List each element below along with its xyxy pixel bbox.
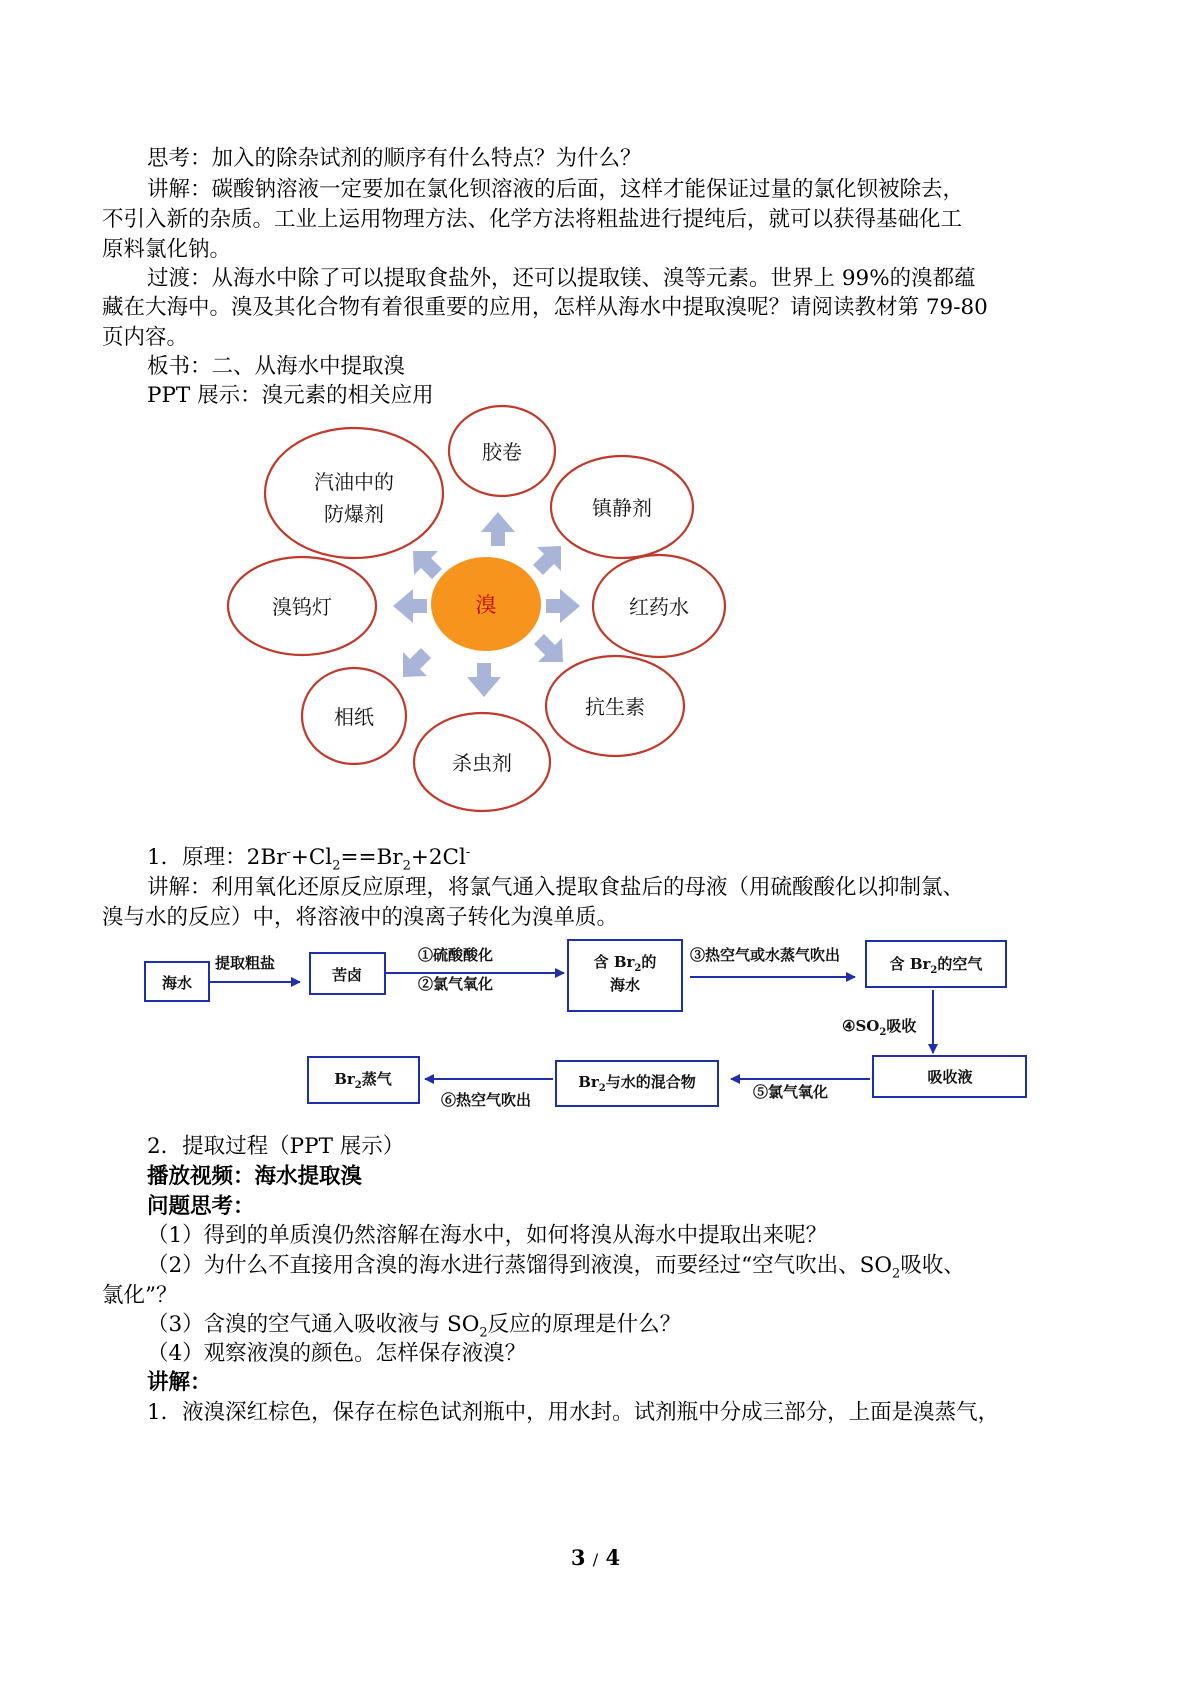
- flow-step-3: ③热空气或水蒸气吹出: [690, 946, 841, 964]
- flow-br-air-label: 含 $Br_2$的空气: [889, 955, 983, 976]
- transition-line-3: 页内容。: [102, 325, 189, 350]
- question-2-line-1: （2）为什么不直接用含溴的海水进行蒸馏得到液溴，而要经过“空气吹出、$SO_2$吸收、: [147, 1253, 965, 1282]
- flow-seawater-label: 海水: [161, 974, 193, 992]
- question-1: （1）得到的单质溴仍然溶解在海水中，如何将溴从海水中提取出来呢？: [147, 1223, 828, 1248]
- video-line: 播放视频：海水提取溴: [147, 1164, 363, 1189]
- board-line: 板书：二、从海水中提取溴: [147, 354, 406, 379]
- app-photo-paper-label: 相纸: [334, 705, 374, 729]
- flow-br-mix-label: $Br_2$与水的混合物: [578, 1073, 696, 1094]
- question-3: （3）含溴的空气通入吸收液与 $SO_2$反应的原理是什么？: [147, 1312, 682, 1341]
- flow-step-extract-salt: 提取粗盐: [215, 954, 276, 972]
- app-insecticide-label: 杀虫剂: [452, 751, 512, 775]
- explain3-line-1: 1．液溴深红棕色，保存在棕色试剂瓶中，用水封。试剂瓶中分成三部分，上面是溴蒸气，: [147, 1400, 1000, 1425]
- app-mercurochrome-label: 红药水: [629, 595, 689, 619]
- flow-br-vapor-label: $Br_2$蒸气: [334, 1070, 392, 1091]
- flow-step-4: $④SO_2$吸收: [842, 1017, 917, 1038]
- principle-line: 1．原理：$2Br^-+Cl_2==Br_2+2Cl^-$: [147, 844, 471, 874]
- page-number: 3 / 4: [570, 1545, 621, 1570]
- app-antibiotic-label: 抗生素: [585, 695, 645, 719]
- center-bromine-label: 溴: [475, 593, 497, 617]
- app-film-label: 胶卷: [482, 440, 522, 464]
- transition-line-1: 过渡：从海水中除了可以提取食盐外，还可以提取镁、溴等元素。世界上 99%的溴都蕴: [147, 266, 976, 291]
- question-title: 问题思考：: [147, 1194, 255, 1219]
- flow-bittern-label: 苦卤: [331, 966, 363, 984]
- explain-line-2: 不引入新的杂质。工业上运用物理方法、化学方法将粗盐进行提纯后，就可以获得基础化工: [102, 207, 963, 232]
- app-antiknock-label-2: 防爆剂: [324, 502, 384, 526]
- process-line: 2．提取过程（PPT 展示）: [147, 1134, 405, 1159]
- flow-step-6: ⑥热空气吹出: [441, 1091, 532, 1109]
- transition-line-2: 藏在大海中。溴及其化合物有着很重要的应用，怎样从海水中提取溴呢？请阅读教材第 79-80: [102, 295, 988, 320]
- flow-absorb-label: 吸收液: [927, 1068, 973, 1086]
- app-antiknock-label-1: 汽油中的: [314, 470, 394, 494]
- box-br-air: [866, 941, 1006, 987]
- flow-step-1: ①硫酸酸化: [418, 946, 494, 964]
- explain-line-1: 讲解：碳酸钠溶液一定要加在氯化钡溶液的后面，这样才能保证过量的氯化钡被除去，: [147, 177, 965, 202]
- ppt-line: PPT 展示：溴元素的相关应用: [147, 383, 434, 408]
- think-line: 思考：加入的除杂试剂的顺序有什么特点？为什么？: [147, 146, 642, 171]
- flow-br-seawater-label-1: 含 $Br_2$的: [593, 953, 657, 974]
- explain3-title: 讲解：: [147, 1370, 212, 1395]
- flow-step-2: ②氯气氧化: [418, 975, 494, 993]
- explain2-line-2: 溴与水的反应）中，将溶液中的溴离子转化为溴单质。: [102, 905, 619, 930]
- explain-line-3: 原料氯化钠。: [102, 237, 232, 262]
- app-lamp-label: 溴钨灯: [272, 595, 332, 619]
- question-2-line-2: 氯化”？: [102, 1283, 178, 1308]
- question-4: （4）观察液溴的颜色。怎样保存液溴？: [147, 1341, 527, 1366]
- flow-step-5: ⑤氯气氧化: [753, 1083, 829, 1101]
- flow-br-seawater-label-2: 海水: [609, 976, 641, 994]
- explain2-line-1: 讲解：利用氧化还原反应原理，将氯气通入提取食盐后的母液（用硫酸酸化以抑制氯、: [147, 875, 965, 900]
- app-sedative-label: 镇静剂: [592, 496, 652, 520]
